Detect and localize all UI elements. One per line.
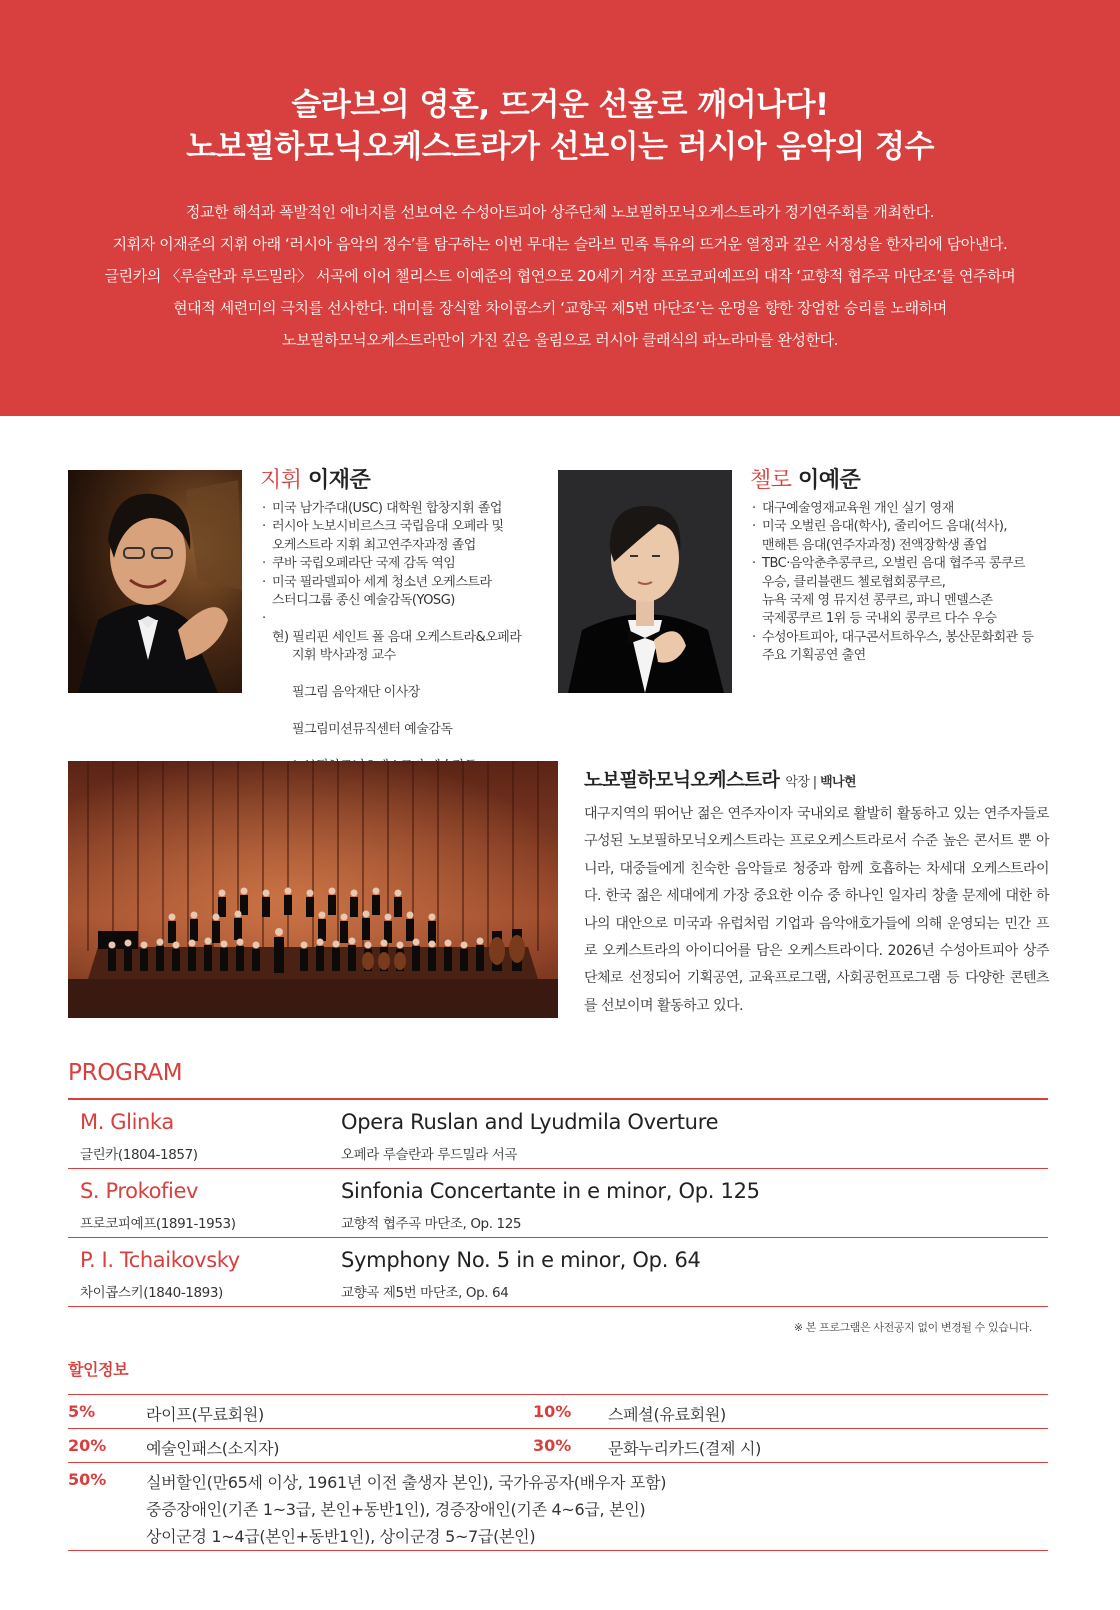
work-title: Symphony No. 5 in e minor, Op. 64 <box>341 1248 701 1272</box>
program-heading: PROGRAM <box>68 1060 183 1086</box>
discount-rate: 30% <box>533 1436 572 1455</box>
composer-name: S. Prokofiev <box>80 1179 199 1203</box>
work-title: Sinfonia Concertante in e minor, Op. 125 <box>341 1179 760 1203</box>
program-list <box>68 1098 1048 1307</box>
discount-row <box>68 1463 1048 1551</box>
cellist-info <box>750 466 1050 666</box>
discount-label-multi <box>146 1469 666 1550</box>
concertmaster-label: 악장 | <box>785 775 817 790</box>
headline-line-1: 슬라브의 영혼, 뜨거운 선율로 깨어나다! <box>291 87 829 123</box>
work-title-kr: 교향곡 제5번 마단조, Op. 64 <box>341 1285 509 1301</box>
composer-dates: 차이콥스키(1840-1893) <box>80 1285 223 1301</box>
composer-name: P. I. Tchaikovsky <box>80 1248 240 1272</box>
discount-rate: 50% <box>68 1470 107 1489</box>
discount-label: 예술인패스(소지자) <box>146 1439 280 1458</box>
intro-line: 노보필하모닉오케스트라만이 가진 깊은 울림으로 러시아 클래식의 파노라마를 완성한다. <box>281 331 839 349</box>
intro-line: 정교한 해석과 폭발적인 에너지를 선보여온 수성아트피아 상주단체 노보필하모닉오케스트라가 정기연주회를 개최한다. <box>185 203 935 221</box>
work-title: Opera Ruslan and Lyudmila Overture <box>341 1110 719 1134</box>
composer-name: M. Glinka <box>80 1110 174 1134</box>
bio-item: · 미국 남가주대(USC) 대학원 합창지휘 졸업 <box>260 500 560 518</box>
discount-rate: 20% <box>68 1436 107 1455</box>
program-note: ※ 본 프로그램은 사전공지 없이 변경될 수 있습니다. <box>793 1321 1032 1334</box>
cellist-title <box>750 466 1050 496</box>
intro-line: 현대적 세련미의 극치를 선사한다. 대미를 장식할 차이콥스키 ‘교향곡 제5번 마단조’는 운명을 향한 장엄한 승리를 노래하며 <box>173 299 947 317</box>
cellist-photo <box>558 470 732 693</box>
program-section <box>68 1058 1048 1335</box>
headline <box>0 84 1120 168</box>
discount-label-line: 실버할인(만65세 이상, 1961년 이전 출생자 본인), 국가유공자(배우자 포함) <box>146 1473 667 1492</box>
orchestra-name: 노보필하모닉오케스트라 <box>584 769 780 791</box>
conductor-bio <box>260 500 560 795</box>
cellist-role: 첼로 <box>750 468 792 493</box>
bio-item: · 미국 오벌린 음대(학사), 줄리어드 음대(석사), 맨해튼 음대(연주자과정) 전액장학생 졸업 <box>750 518 1050 555</box>
orchestra-description: 대구지역의 뛰어난 젊은 연주자이자 국내외로 활발히 활동하고 있는 연주자들로 구성된 노보필하모닉오케스트라는 프로오케스트라로서 수준 높은 콘서트 뿐 아니라, 대중들에게 친숙한 음악들로 청중과 함께 호흡하는 차세대 오케스트라이다. 한국 젊은 세대에게 가장 중요한 이슈 중 하나인 일자리 창출 문제에 대한 하나의 대안으로 미국과 유럽처럼 기업과 음악애호가들에 의해 운영되는 민간 프로 오케스트라의 아이디어를 담은 오케스트라이다. 2026년 수성아트피아 상주단체로 선정되어 기획공연, 교육프로그램, 사회공헌프로그램 등 다양한 콘텐츠를 선보이며 활동하고 있다. <box>584 806 1049 1014</box>
conductor-name: 이재준 <box>308 468 371 493</box>
bio-item: · 수성아트피아, 대구콘서트하우스, 봉산문화회관 등 주요 기획공연 출연 <box>750 629 1050 666</box>
discount-label: 문화누리카드(결제 시) <box>608 1439 762 1458</box>
orchestra-photo <box>68 761 558 1018</box>
hero-banner <box>0 0 1120 416</box>
discount-label: 라이프(무료회원) <box>146 1405 264 1424</box>
bio-item: · TBC·음악춘추콩쿠르, 오벌린 음대 협주곡 콩쿠르 우승, 클리블랜드 첼로협회콩쿠르, 뉴욕 국제 영 뮤지션 콩쿠르, 파니 멘델스존 국제콩쿠르 1위 등 국내외 콩쿠르 다수 우승 <box>750 555 1050 629</box>
bio-item: · 쿠바 국립오페라단 국제 감독 역임 <box>260 555 560 573</box>
discount-row <box>68 1429 1048 1463</box>
conductor-photo <box>68 470 242 693</box>
program-row <box>68 1238 1048 1307</box>
discount-row <box>68 1395 1048 1429</box>
intro-line: 지휘자 이재준의 지휘 아래 ‘러시아 음악의 정수’를 탐구하는 이번 무대는 슬라브 민족 특유의 뜨거운 열정과 깊은 서정성을 한자리에 담아낸다. <box>112 235 1008 253</box>
discount-label-line: 중증장애인(기존 1~3급, 본인+동반1인), 경증장애인(기존 4~6급, 본인) <box>146 1500 646 1519</box>
program-row <box>68 1169 1048 1238</box>
bio-subitem: 필그림 음악재단 이사장 <box>292 685 420 701</box>
cellist-bio <box>750 500 1050 666</box>
discount-rate: 5% <box>68 1402 96 1421</box>
orchestra-info <box>584 766 1049 1020</box>
discount-table <box>68 1394 1048 1551</box>
conductor-title <box>260 466 560 496</box>
work-title-kr: 오페라 루슬란과 루드밀라 서곡 <box>341 1147 518 1163</box>
concertmaster <box>785 775 856 790</box>
conductor-role: 지휘 <box>260 468 302 493</box>
cellist-name: 이예준 <box>798 468 861 493</box>
headline-line-2: 노보필하모닉오케스트라가 선보이는 러시아 음악의 정수 <box>186 129 934 165</box>
orchestra-title <box>584 766 1049 797</box>
conductor-info <box>260 466 560 795</box>
bio-item: · 대구예술영재교육원 개인 실기 영재 <box>750 500 1050 518</box>
discount-label-line: 상이군경 1~4급(본인+동반1인), 상이군경 5~7급(본인) <box>146 1527 536 1546</box>
discount-heading: 할인정보 <box>68 1360 129 1379</box>
bio-subitem: 지휘 박사과정 교수 <box>292 648 396 664</box>
program-row <box>68 1100 1048 1169</box>
concertmaster-name: 백나현 <box>820 775 856 790</box>
bio-item: · 미국 필라델피아 세계 청소년 오케스트라 스터디그룹 종신 예술감독(YOSG) <box>260 574 560 611</box>
bio-item: · 러시아 노보시비르스크 국립음대 오페라 및 오케스트라 지휘 최고연주자과정 졸업 <box>260 518 560 555</box>
bio-subitem: 필그림미션뮤직센터 예술감독 <box>292 721 453 737</box>
bio-item-text: 현) 필리핀 세인트 폴 음대 오케스트라&오페라 <box>272 629 522 645</box>
composer-dates: 글린카(1804-1857) <box>80 1147 198 1163</box>
discount-section <box>68 1358 1048 1551</box>
discount-label: 스페셜(유료회원) <box>608 1405 726 1424</box>
work-title-kr: 교향적 협주곡 마단조, Op. 125 <box>341 1216 522 1232</box>
intro-line: 글린카의 〈루슬란과 루드밀라〉 서곡에 이어 첼리스트 이예준의 협연으로 20세기 거장 프로코피예프의 대작 ‘교향적 협주곡 마단조’를 연주하며 <box>104 267 1016 285</box>
composer-dates: 프로코피예프(1891-1953) <box>80 1216 236 1232</box>
discount-rate: 10% <box>533 1402 572 1421</box>
intro-text <box>60 196 1060 356</box>
